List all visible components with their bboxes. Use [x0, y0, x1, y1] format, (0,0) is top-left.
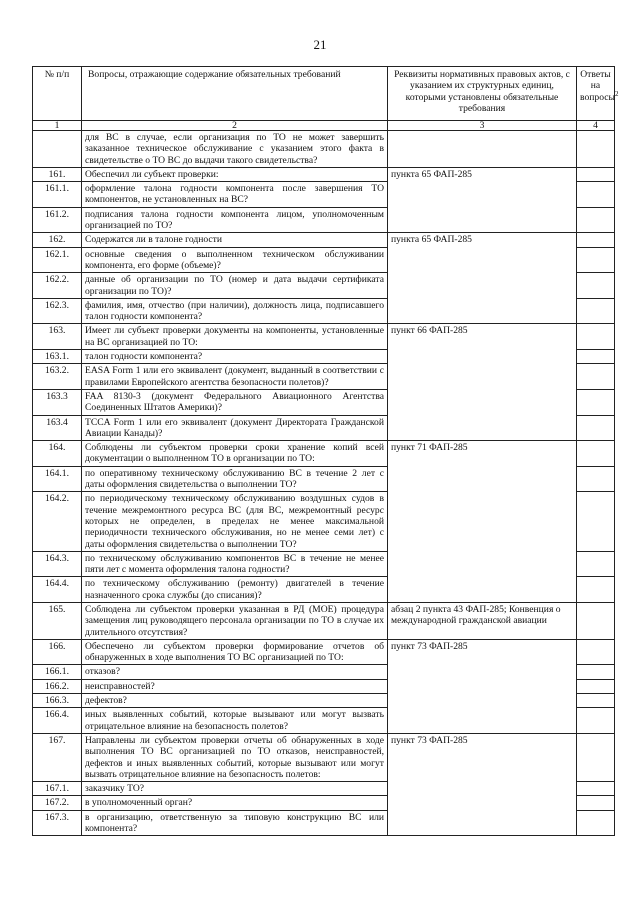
table-row: [33, 182, 615, 208]
item-number: 161.: [33, 167, 82, 181]
answer-cell[interactable]: [577, 298, 615, 324]
footnote-marker: 2: [614, 89, 619, 98]
table-row: [33, 247, 615, 273]
question-text: талон годности компонента?: [82, 350, 388, 364]
requisites-cell: [388, 551, 577, 577]
table-row: [33, 602, 615, 639]
table-row: [33, 298, 615, 324]
table-row: [33, 796, 615, 810]
question-text: по техническому обслуживанию (ремонту) двигателей в течение назначенного срока службы (до списания)?: [82, 577, 388, 603]
col-number: 4: [577, 121, 615, 131]
table-row: [33, 733, 615, 781]
requisites-cell: [388, 708, 577, 734]
col-number: 1: [33, 121, 82, 131]
requisites-cell: [388, 182, 577, 208]
question-text: Содержатся ли в талоне годности: [82, 233, 388, 247]
answer-cell[interactable]: [577, 207, 615, 233]
table-row: [33, 810, 615, 836]
answer-cell[interactable]: [577, 639, 615, 665]
table-row: [33, 551, 615, 577]
question-text: Соблюдены ли субъектом проверки сроки хранение копий всей документации о выполненном ТО в организации по ТО:: [82, 441, 388, 467]
requisites-cell: пункт 73 ФАП-285: [388, 639, 577, 665]
item-number: 162.2.: [33, 273, 82, 299]
question-text: EASA Form 1 или его эквивалент (документ, выданный в соответствии с правилами Европейского агентства безопасности полетов)?: [82, 364, 388, 390]
requisites-cell: [388, 796, 577, 810]
table-header-row: [33, 67, 615, 121]
question-text: в уполномоченный орган?: [82, 796, 388, 810]
requisites-cell: [388, 247, 577, 273]
item-number: 164.: [33, 441, 82, 467]
answer-cell[interactable]: [577, 273, 615, 299]
item-number: 161.1.: [33, 182, 82, 208]
requisites-cell: [388, 131, 577, 168]
table-row: [33, 708, 615, 734]
requisites-cell: [388, 389, 577, 415]
answer-cell[interactable]: [577, 182, 615, 208]
question-text: основные сведения о выполненном техническом обслуживании компонента, его форме (объеме)?: [82, 247, 388, 273]
question-text: по оперативному техническому обслуживанию ВС в течение 2 лет с даты оформления свидетельства о выполнении ТО?: [82, 466, 388, 492]
answer-cell[interactable]: [577, 389, 615, 415]
table-row: [33, 167, 615, 181]
item-number: 163.3: [33, 389, 82, 415]
table-row: [33, 679, 615, 693]
item-number: 167.2.: [33, 796, 82, 810]
table-row: [33, 694, 615, 708]
item-number: 163.1.: [33, 350, 82, 364]
table-row: [33, 389, 615, 415]
header-answer: [577, 67, 619, 121]
question-text: по периодическому техническому обслуживанию воздушных судов в течение межремонтного ресурса ВС (для ВС, межремонтный ресурс которых не определен, в пределах не менее максимальной периодичности технического обслуживания, но не менее семи лет) с даты оформления свидетельства о выполнении ТО?: [82, 492, 388, 551]
answer-cell[interactable]: [577, 415, 615, 441]
item-number: 166.4.: [33, 708, 82, 734]
answer-cell[interactable]: [577, 810, 615, 836]
requisites-cell: пункт 73 ФАП-285: [388, 733, 577, 781]
answer-cell[interactable]: [577, 441, 615, 467]
question-text: Имеет ли субъект проверки документы на компоненты, установленные на ВС организацией по ТО:: [82, 324, 388, 350]
requisites-cell: пункт 71 ФАП-285: [388, 441, 577, 467]
item-number: 164.4.: [33, 577, 82, 603]
requisites-cell: [388, 207, 577, 233]
requisites-cell: [388, 679, 577, 693]
question-text: неисправностей?: [82, 679, 388, 693]
header-requisites: Реквизиты нормативных правовых актов, с указанием их структурных единиц, которыми установлены обязательные требования: [388, 67, 577, 121]
table-row: [33, 324, 615, 350]
item-number: 166.2.: [33, 679, 82, 693]
requisites-cell: [388, 694, 577, 708]
question-text: FAA 8130-3 (документ Федерального Авиационного Агентства Соединенных Штатов Америки)?: [82, 389, 388, 415]
requisites-cell: [388, 492, 577, 551]
question-text: Направлены ли субъектом проверки отчеты об обнаруженных в ходе выполнения ТО ВС организацией по ТО отказов, неисправностей, дефектов и иных выявленных событий, которые вызывают или могут вызвать отрицательное влияние на безопасность полетов:: [82, 733, 388, 781]
answer-cell[interactable]: [577, 679, 615, 693]
item-number: 166.1.: [33, 665, 82, 679]
question-text: отказов?: [82, 665, 388, 679]
table-row: [33, 233, 615, 247]
item-number: 164.2.: [33, 492, 82, 551]
answer-cell[interactable]: [577, 733, 615, 781]
requisites-cell: пункта 65 ФАП-285: [388, 233, 577, 247]
answer-cell[interactable]: [577, 796, 615, 810]
table-row: [33, 364, 615, 390]
answer-cell[interactable]: [577, 233, 615, 247]
answer-cell[interactable]: [577, 466, 615, 492]
question-text: по техническому обслуживанию компонентов ВС в течение не менее пяти лет с момента оформления талона годности?: [82, 551, 388, 577]
table-row: [33, 466, 615, 492]
answer-cell[interactable]: [577, 131, 615, 168]
table-row: [33, 350, 615, 364]
answer-cell[interactable]: [577, 694, 615, 708]
item-number: 167.1.: [33, 782, 82, 796]
item-number: 165.: [33, 602, 82, 639]
requisites-cell: [388, 782, 577, 796]
requisites-cell: [388, 298, 577, 324]
question-text: в организацию, ответственную за типовую конструкцию ВС или компонента?: [82, 810, 388, 836]
item-number: 167.: [33, 733, 82, 781]
answer-cell[interactable]: [577, 708, 615, 734]
table-row: [33, 665, 615, 679]
table-row: [33, 131, 615, 168]
requisites-cell: [388, 466, 577, 492]
question-text: данные об организации по ТО (номер и дата выдачи сертификата организации по ТО)?: [82, 273, 388, 299]
answer-cell[interactable]: [577, 492, 615, 551]
item-number: 163.: [33, 324, 82, 350]
answer-cell[interactable]: [577, 602, 615, 639]
item-number: 162.: [33, 233, 82, 247]
question-text: заказчику ТО?: [82, 782, 388, 796]
question-text: фамилия, имя, отчество (при наличии), должность лица, подписавшего талон годности компонента?: [82, 298, 388, 324]
requisites-cell: [388, 415, 577, 441]
item-number: 162.3.: [33, 298, 82, 324]
question-text: TCCA Form 1 или его эквивалент (документ Директората Гражданской Авиации Канады)?: [82, 415, 388, 441]
table-row: [33, 492, 615, 551]
question-text: подписания талона годности компонента лицом, уполномоченным организацией по ТО?: [82, 207, 388, 233]
item-number: [33, 131, 82, 168]
question-text: иных выявленных событий, которые вызывают или могут вызвать отрицательное влияние на безопасность полетов?: [82, 708, 388, 734]
item-number: 164.1.: [33, 466, 82, 492]
answer-cell[interactable]: [577, 665, 615, 679]
answer-cell[interactable]: [577, 247, 615, 273]
requisites-cell: пункта 65 ФАП-285: [388, 167, 577, 181]
item-number: 161.2.: [33, 207, 82, 233]
requisites-cell: [388, 350, 577, 364]
requisites-cell: [388, 810, 577, 836]
answer-cell[interactable]: [577, 577, 615, 603]
item-number: 164.3.: [33, 551, 82, 577]
question-text: дефектов?: [82, 694, 388, 708]
table-row: [33, 782, 615, 796]
answer-cell[interactable]: [577, 324, 615, 350]
question-text: Соблюдена ли субъектом проверки указанная в РД (МОЕ) процедура замещения лиц руководящего персонала организации по ТО в случае их длительного отсутствия?: [82, 602, 388, 639]
answer-cell[interactable]: [577, 782, 615, 796]
requirements-table: [32, 66, 619, 836]
table-row: [33, 639, 615, 665]
answer-cell[interactable]: [577, 551, 615, 577]
item-number: 167.3.: [33, 810, 82, 836]
header-num: № п/п: [33, 67, 82, 121]
header-question: Вопросы, отражающие содержание обязательных требований: [82, 67, 388, 121]
item-number: 163.4: [33, 415, 82, 441]
requisites-cell: [388, 665, 577, 679]
requisites-cell: абзац 2 пункта 43 ФАП-285; Конвенция о международной гражданской авиации: [388, 602, 577, 639]
col-number: 3: [388, 121, 577, 131]
item-number: 166.3.: [33, 694, 82, 708]
item-number: 166.: [33, 639, 82, 665]
question-text: Обеспечил ли субъект проверки:: [82, 167, 388, 181]
requisites-cell: [388, 364, 577, 390]
question-text: оформление талона годности компонента после завершения ТО компонентов, не установленных на ВС?: [82, 182, 388, 208]
header-answer-text: Ответы на вопросы: [580, 69, 615, 103]
item-number: 163.2.: [33, 364, 82, 390]
table-row: [33, 273, 615, 299]
answer-cell[interactable]: [577, 350, 615, 364]
requisites-cell: [388, 577, 577, 603]
requisites-cell: пункт 66 ФАП-285: [388, 324, 577, 350]
table-row: [33, 577, 615, 603]
table-row: [33, 441, 615, 467]
question-text: Обеспечено ли субъектом проверки формирование отчетов об обнаруженных в ходе выполнения ТО ВС организацией по ТО:: [82, 639, 388, 665]
page-number: 21: [313, 37, 327, 52]
item-number: 162.1.: [33, 247, 82, 273]
question-text: для ВС в случае, если организация по ТО не может завершить заказанное техническое обслуживание с указанием этого факта в свидетельстве о ТО ВС до выдачи такого свидетельства?: [82, 131, 388, 168]
answer-cell[interactable]: [577, 364, 615, 390]
col-number: 2: [82, 121, 388, 131]
table-row: [33, 415, 615, 441]
answer-cell[interactable]: [577, 167, 615, 181]
table-row: [33, 207, 615, 233]
column-number-row: [33, 121, 615, 131]
requisites-cell: [388, 273, 577, 299]
